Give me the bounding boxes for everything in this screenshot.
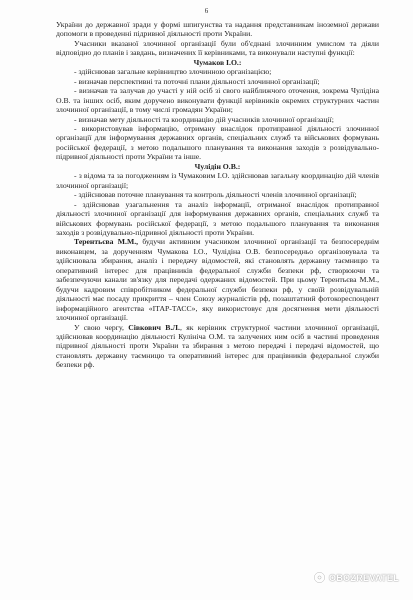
paragraph: - з відома та за погодженням із Чумаковим І.О. здійснював загальну координацію дій членів злочинної організації; <box>56 171 379 190</box>
section-heading <box>56 162 379 171</box>
person-paragraph <box>56 237 379 322</box>
watermark <box>313 571 399 584</box>
section-heading-text: Чулідін О.В.: <box>194 161 241 171</box>
paragraph: - здійснював поточне планування та контроль діяльності членів злочинної організації; <box>74 190 357 200</box>
paragraph: - визначав мету діяльності та координацію дій учасників злочинної організації; <box>74 114 334 124</box>
paragraph: Учасники вказаної злочинної організації були об'єднані злочинним умислом та діяли відповідно до планів і завдань, визначених її керівниками, та виконували наступні функції: <box>56 38 379 58</box>
obozrevatel-logo-icon <box>313 571 326 584</box>
person-name: Сівкович В.Л. <box>128 322 180 332</box>
person-paragraph <box>56 323 379 370</box>
paragraph: - визначав перспективні та поточні плани діяльності злочинної організації; <box>74 76 320 86</box>
paragraph: - визначав та залучав до участі у ній осіб зі свого найближчого оточення, зокрема Чулідіна О.В. та інших осіб, яким доручено виконувати функції керівників окремих структурних частин злочинної організації, в тому числі громадян України; <box>56 86 379 115</box>
paragraph: України до державної зради у формі шпигунства та надання представникам іноземної держави допомоги в проведенні підривної діяльності проти України. <box>56 20 379 39</box>
paragraph: - використовував інформацію, отриману внаслідок протиправної діяльності злочинної організації для інформування державних органів, спеціальних служб та військових формувань російської федерації, з метою подальшого планування та виконання заходів з розвідувально-підривної діяльності проти України та інше. <box>56 123 379 162</box>
paragraph-text: , як керівник структурної частини злочинної організації, здійснював координацію діяльності Кулініча О.М. та залучених ним осіб в частині проведення підривної діяльності проти України та збирання з метою передачі і передачі відомостей, що становлять державну таємницю та оперативний інтерес для працівників федеральної служби безпеки рф. <box>56 322 380 370</box>
page-number: 6 <box>204 7 209 15</box>
section-heading-text: Чумаков І.О.: <box>193 57 242 67</box>
document-body <box>56 20 379 370</box>
paragraph-prefix: У свою чергу, <box>74 322 129 332</box>
paragraph-text: будучи активним учасником злочинної організації та безпосереднім виконавцем, за дорученням Чумакова І.О., Чулідіна О.В. безпосередньо організовувала та здійснювала збирання, аналіз і передачу відомостей, які становлять державну таємницю та оперативний інтерес для працівників федеральної служби безпеки рф, створюючи та забезпечуючи канали зв'язку для передачі одержаних відомостей. При цьому Терентьєва М.М., будучи кадровим співробітником федеральної служби безпеки рф, у своїй розвідувальній діяльності має посаду прикриття – член Союзу журналістів рф, позаштатний фотокореспондент інформаційного агентства «ІТАР-ТАСС», яку використовує для досягнення мети діяльності злочинної організації. <box>56 237 379 323</box>
person-name: Терентьєва М.М., <box>74 237 139 247</box>
paragraph: - здійснював загальне керівництво злочинною організацією; <box>74 67 272 77</box>
section-heading <box>56 58 379 67</box>
watermark-text: OBOZREVATEL <box>329 572 399 583</box>
paragraph: - здійснював узагальнення та аналіз інформації, отриманої внаслідок протиправної діяльності злочинної організації для інформування державних органів, спеціальних служб та військових формувань російської федерації, з метою подальшого планування та виконання заходів з розвідувально-підривної діяльності проти України. <box>56 199 379 237</box>
